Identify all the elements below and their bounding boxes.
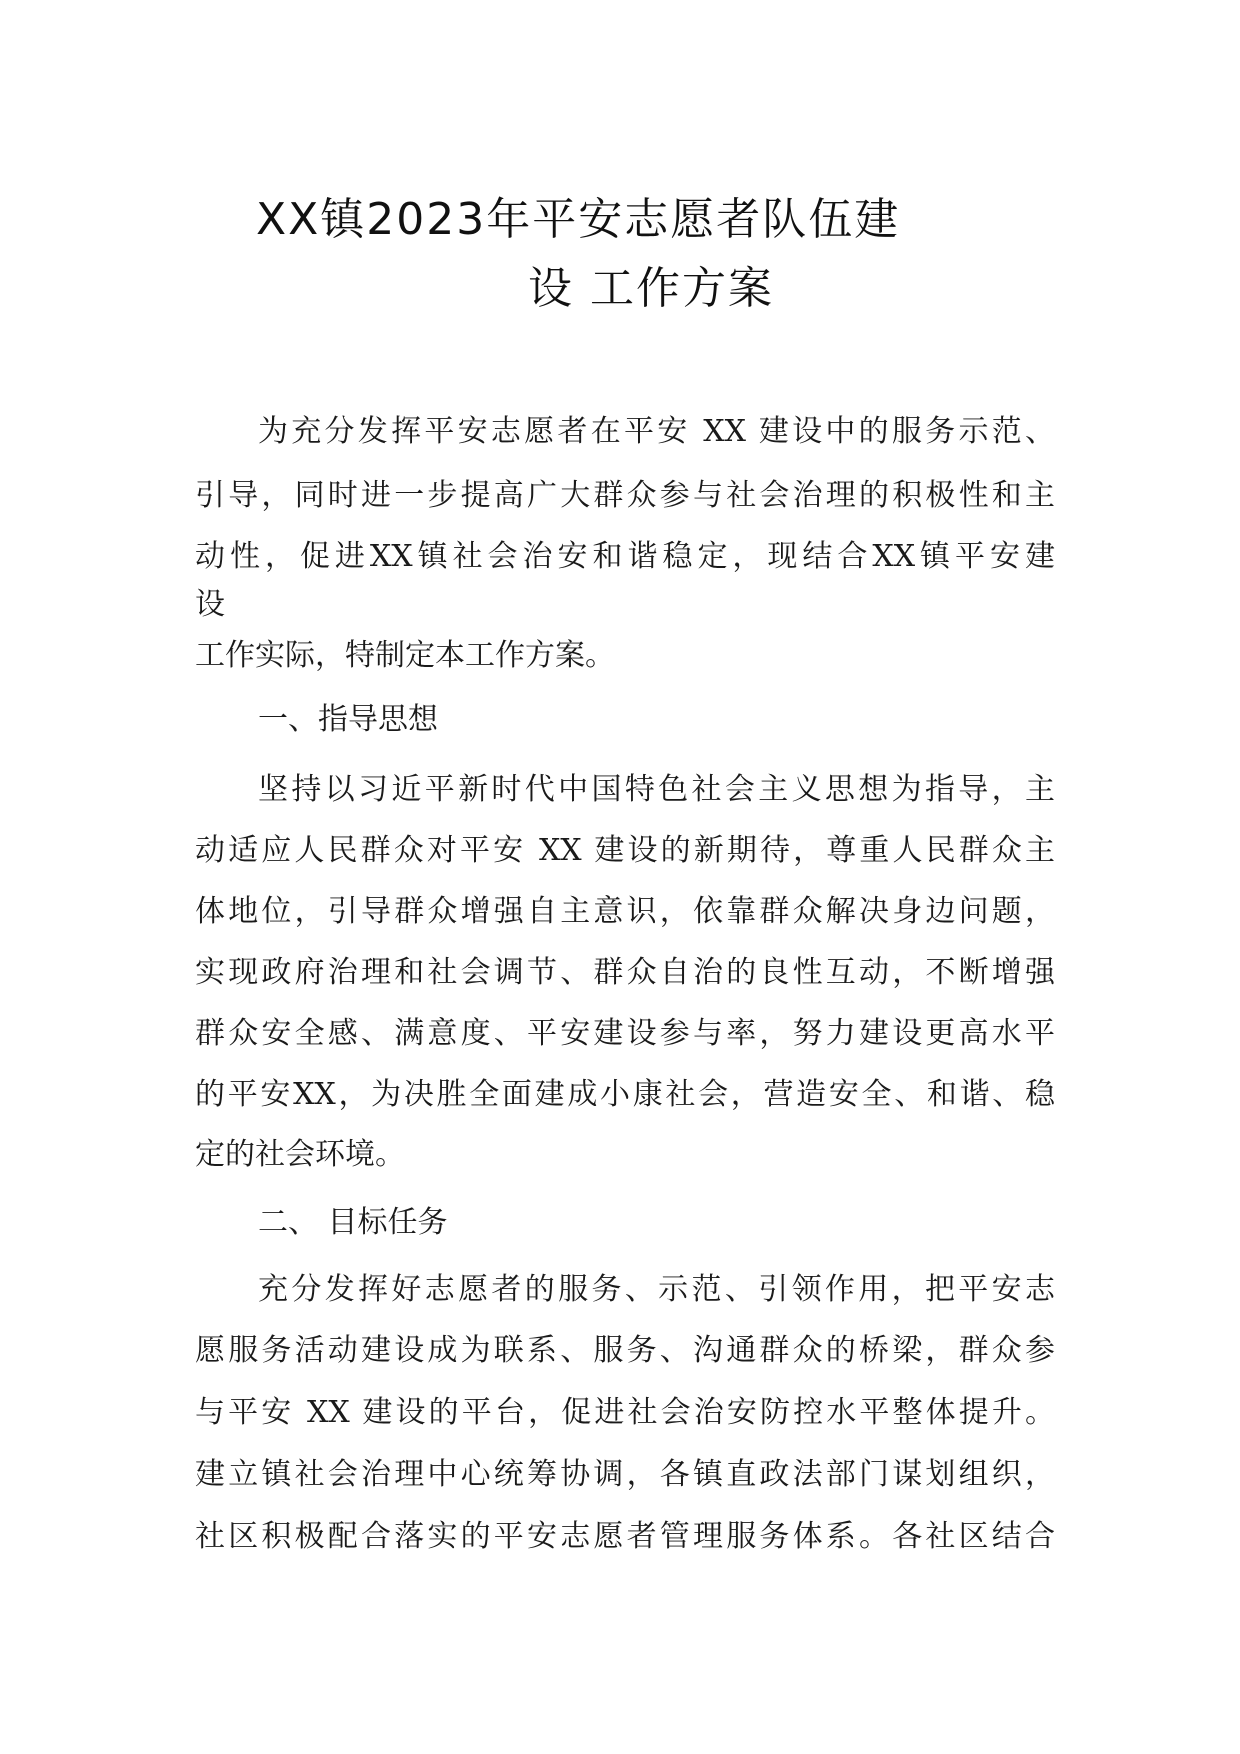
intro-line-5: 工作实际，特制定本工作方案。 [195,638,615,673]
section-1-line-6: 的平安XX，为决胜全面建成小康社会，营造安全、和谐、稳 [195,1077,1055,1112]
section-1-line-1: 坚持以习近平新时代中国特色社会主义思想为指导，主 [258,772,1055,807]
section-2-line-1: 充分发挥好志愿者的服务、示范、引领作用，把平安志 [258,1272,1055,1307]
document-title-line-1: XX镇2023年平安志愿者队伍建 [256,194,901,245]
section-1-line-4: 实现政府治理和社会调节、群众自治的良性互动，不断增强 [195,955,1055,990]
section-1-heading: 一、指导思想 [258,702,438,737]
section-2-line-3: 与平安 XX 建设的平台，促进社会治安防控水平整体提升。 [195,1395,1055,1430]
intro-line-2: 引导，同时进一步提高广大群众参与社会治理的积极性和主 [195,478,1055,513]
section-2-line-2: 愿服务活动建设成为联系、服务、沟通群众的桥梁，群众参 [195,1333,1055,1368]
intro-line-4: 设 [195,587,225,622]
intro-line-3: 动性，促进XX镇社会治安和谐稳定，现结合XX镇平安建 [195,539,1055,574]
section-2-line-4: 建立镇社会治理中心统筹协调，各镇直政法部门谋划组织， [195,1457,1055,1492]
section-1-line-2: 动适应人民群众对平安 XX 建设的新期待，尊重人民群众主 [195,833,1055,868]
intro-line-1: 为充分发挥平安志愿者在平安 XX 建设中的服务示范、 [258,414,1055,449]
section-1-line-7: 定的社会环境。 [195,1137,405,1172]
section-1-line-3: 体地位，引导群众增强自主意识，依靠群众解决身边问题， [195,894,1055,929]
document-title-line-2: 设 工作方案 [528,263,774,314]
section-2-heading: 二、 目标任务 [258,1205,448,1240]
section-2-line-5: 社区积极配合落实的平安志愿者管理服务体系。各社区结合 [195,1519,1055,1554]
section-1-line-5: 群众安全感、满意度、平安建设参与率，努力建设更高水平 [195,1016,1055,1051]
